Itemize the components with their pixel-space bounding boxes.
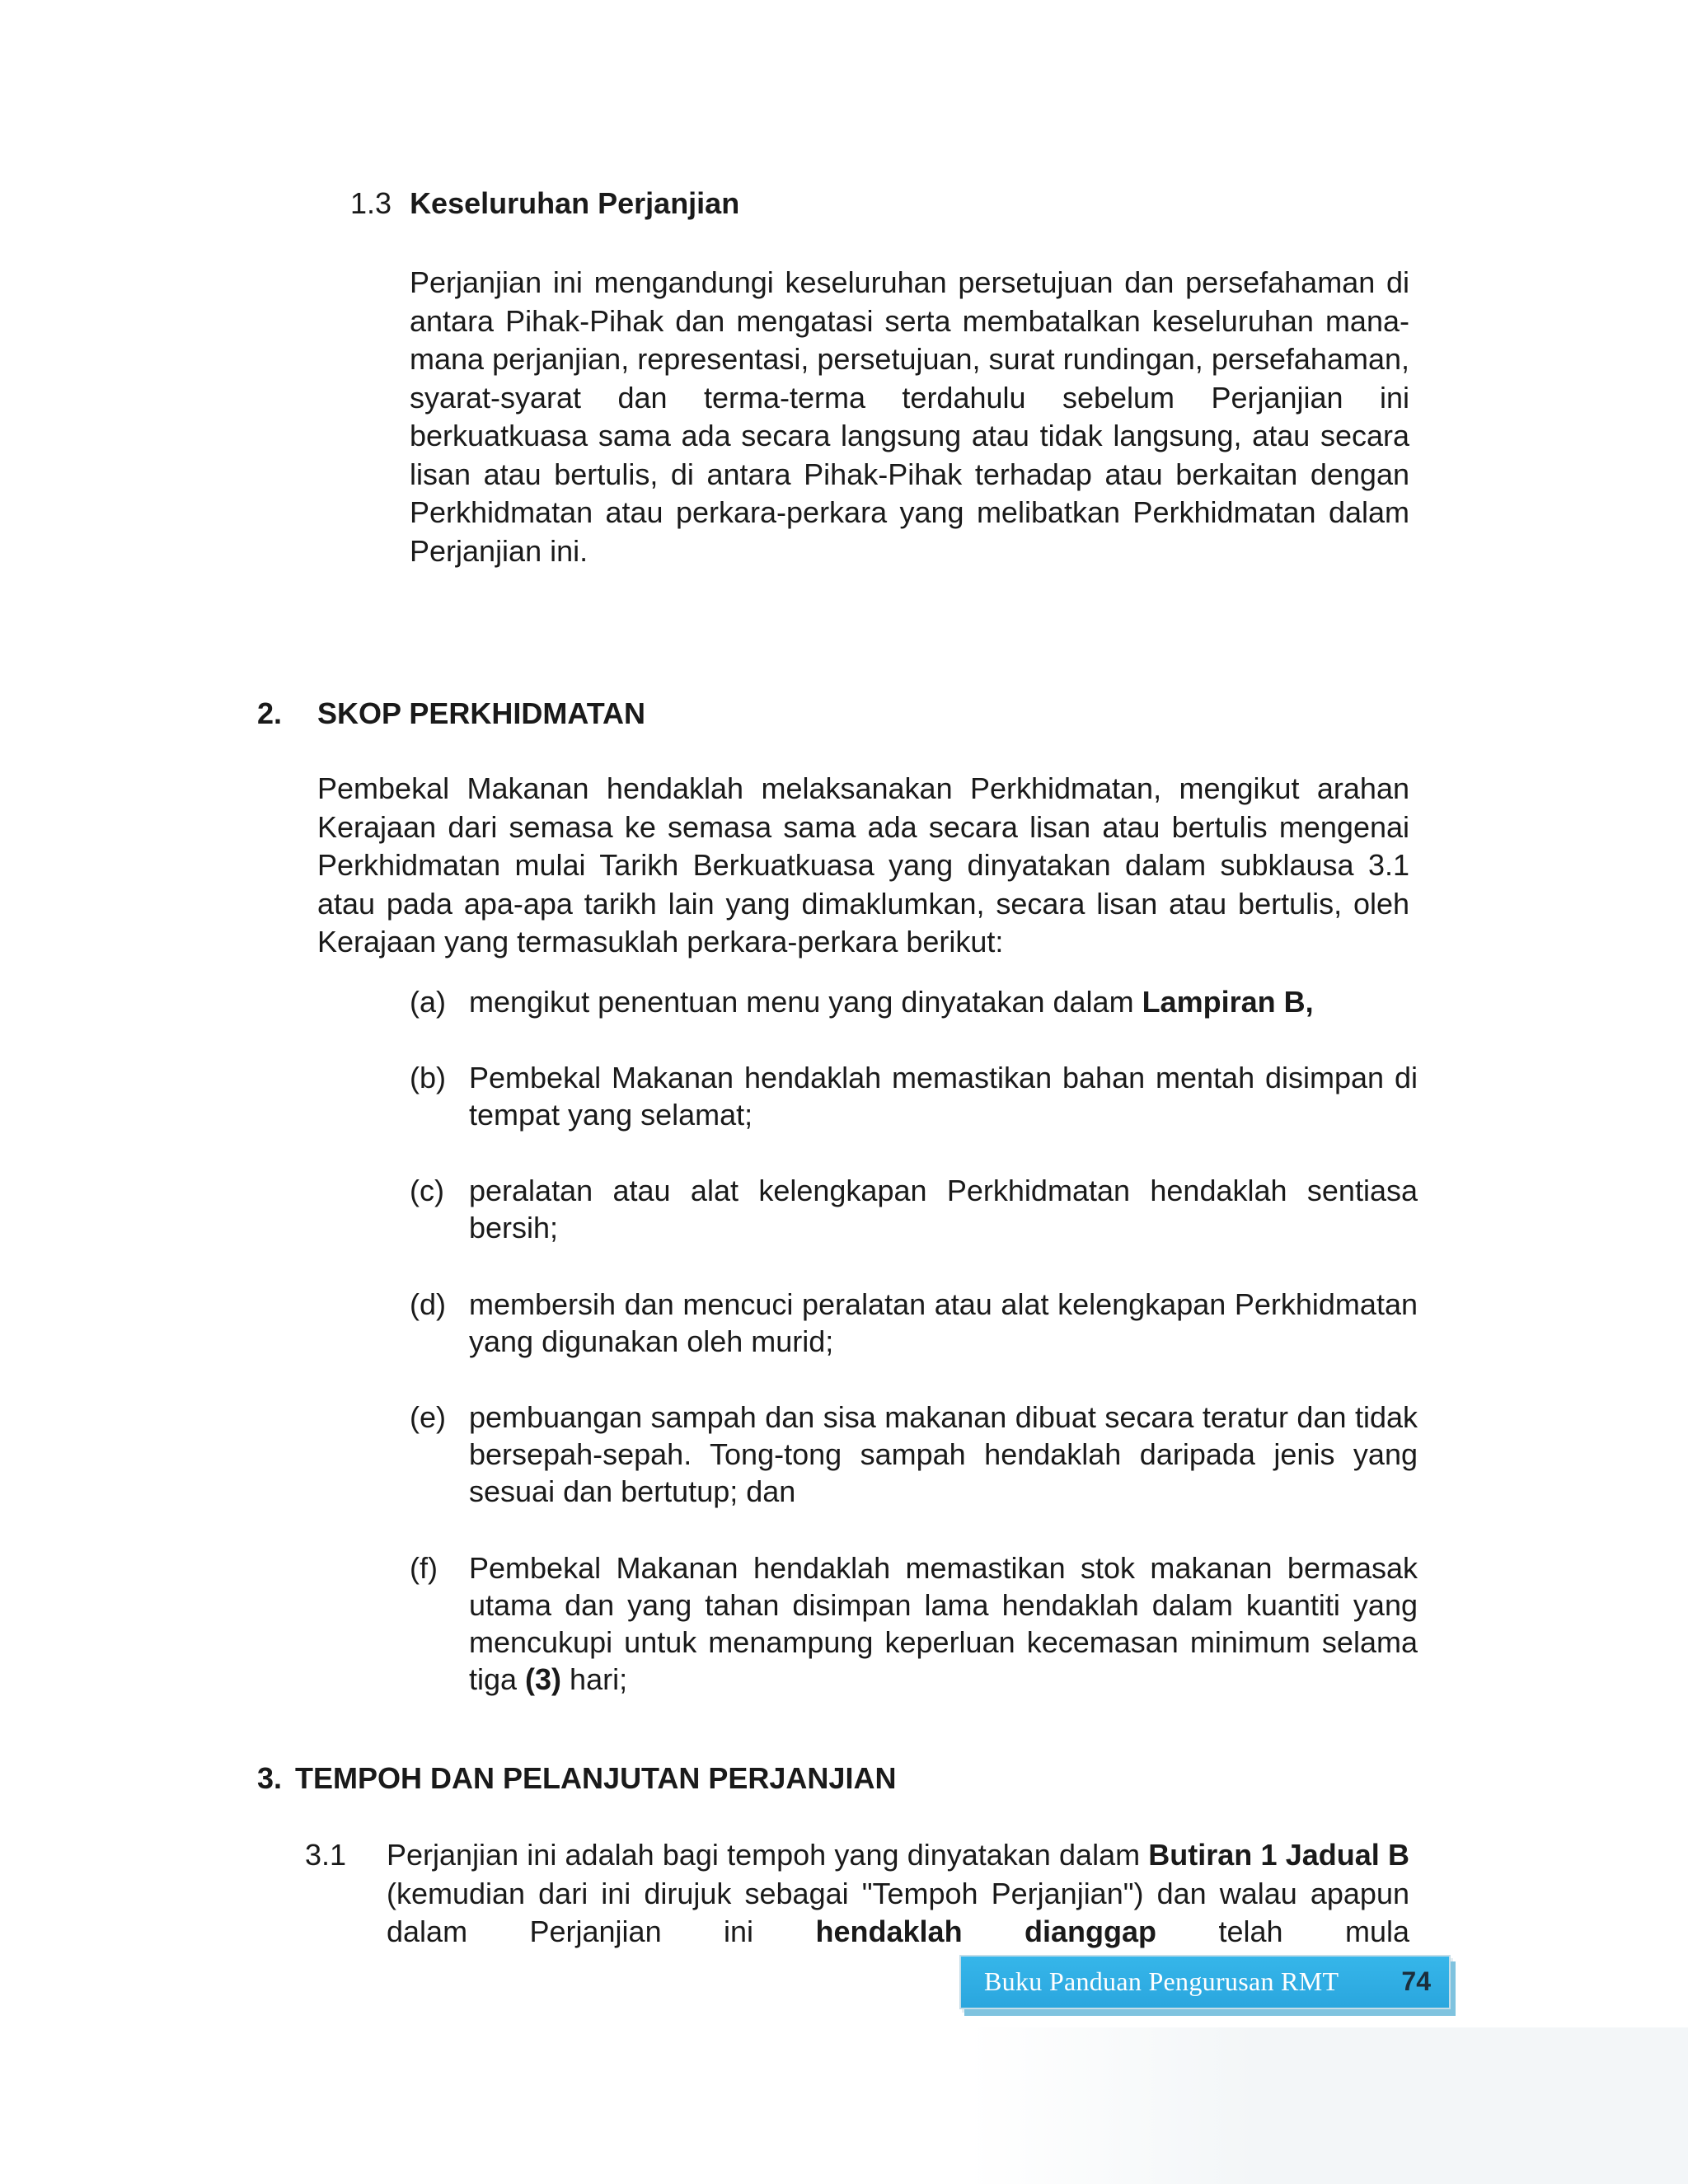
list-item-label: (d) bbox=[410, 1287, 446, 1321]
footer-title: Buku Panduan Pengurusan RMT bbox=[984, 1966, 1339, 1996]
section-title: SKOP PERKHIDMATAN bbox=[317, 696, 646, 730]
subsection-title: Keseluruhan Perjanjian bbox=[410, 186, 740, 220]
clause-label: 3.1 bbox=[305, 1838, 347, 1872]
footer-banner bbox=[959, 1955, 1451, 2009]
section-title: TEMPOH DAN PELANJUTAN PERJANJIAN bbox=[295, 1761, 897, 1795]
list-item bbox=[410, 1059, 1418, 1137]
list-item bbox=[410, 1172, 1418, 1250]
section-2-intro: Pembekal Makanan hendaklah melaksanakan Perkhidmatan, mengikut arahan Kerajaan dari semasa ke semasa sama ada secara lisan atau bertulis mengenai Perkhidmatan mulai Tarikh Berkuatkuasa yang dinyatakan dalam subklausa 3.1 atau pada apa-apa tarikh lain yang dimaklumkan, secara lisan atau bertulis, oleh Kerajaan yang termasuklah perkara-perkara berikut: bbox=[317, 771, 1409, 958]
list-item-text: membersih dan mencuci peralatan atau alat kelengkapan Perkhidmatan yang digunakan oleh murid; bbox=[469, 1287, 1418, 1358]
list-item-text: Pembekal Makanan hendaklah memastikan stok makanan bermasak utama dan yang tahan disimpan lama hendaklah dalam kuantiti yang mencukupi untuk menampung keperluan kecemasan minimum selama tiga (3) hari; bbox=[469, 1551, 1418, 1696]
list-item-text: pembuangan sampah dan sisa makanan dibuat secara teratur dan tidak bersepah-sepah. Tong-tong sampah hendaklah daripada jenis yang sesuai dan bertutup; dan bbox=[469, 1400, 1418, 1508]
list-item bbox=[410, 1286, 1418, 1364]
list-item bbox=[410, 1549, 1418, 1702]
list-item-label: (b) bbox=[410, 1061, 446, 1094]
list-item-label: (e) bbox=[410, 1400, 446, 1434]
list-item-text: peralatan atau alat kelengkapan Perkhidmatan hendaklah sentiasa bersih; bbox=[469, 1174, 1418, 1244]
subsection-heading-1-3 bbox=[350, 184, 739, 223]
section-heading-2 bbox=[257, 694, 645, 733]
list-item-text: Pembekal Makanan hendaklah memastikan bahan mentah disimpan di tempat yang selamat; bbox=[469, 1061, 1418, 1132]
clause-text: Perjanjian ini adalah bagi tempoh yang dinyatakan dalam Butiran 1 Jadual B (kemudian dari ini dirujuk sebagai "Tempoh Perjanjian") dan walau apapun dalam Perjanjian ini hendaklah dianggap telah mula bbox=[387, 1838, 1409, 1948]
page-corner-shade bbox=[968, 2027, 1688, 2184]
list-item-label: (f) bbox=[410, 1551, 438, 1585]
list-item-label: (c) bbox=[410, 1174, 444, 1207]
list-item-label: (a) bbox=[410, 985, 446, 1019]
subsection-1-3-body: Perjanjian ini mengandungi keseluruhan persetujuan dan persefahaman di antara Pihak-Pihak dan mengatasi serta membatalkan keseluruhan mana-mana perjanjian, representasi, persetujuan, surat rundingan, persefahaman, syarat-syarat dan terma-terma terdahulu sebelum Perjanjian ini berkuatkuasa sama ada secara langsung atau tidak langsung, atau secara lisan atau bertulis, di antara Pihak-Pihak terhadap atau berkaitan dengan Perkhidmatan atau perkara-perkara yang melibatkan Perkhidmatan dalam Perjanjian ini. bbox=[410, 265, 1409, 568]
subsection-number: 1.3 bbox=[350, 186, 392, 220]
list-item bbox=[410, 1399, 1418, 1514]
list-item bbox=[410, 983, 1418, 1023]
list-item-text: mengikut penentuan menu yang dinyatakan dalam Lampiran B, bbox=[469, 985, 1314, 1019]
page-number: 74 bbox=[1401, 1966, 1431, 1996]
section-number: 2. bbox=[257, 696, 283, 730]
section-heading-3 bbox=[257, 1759, 896, 1798]
section-number: 3. bbox=[257, 1761, 283, 1795]
